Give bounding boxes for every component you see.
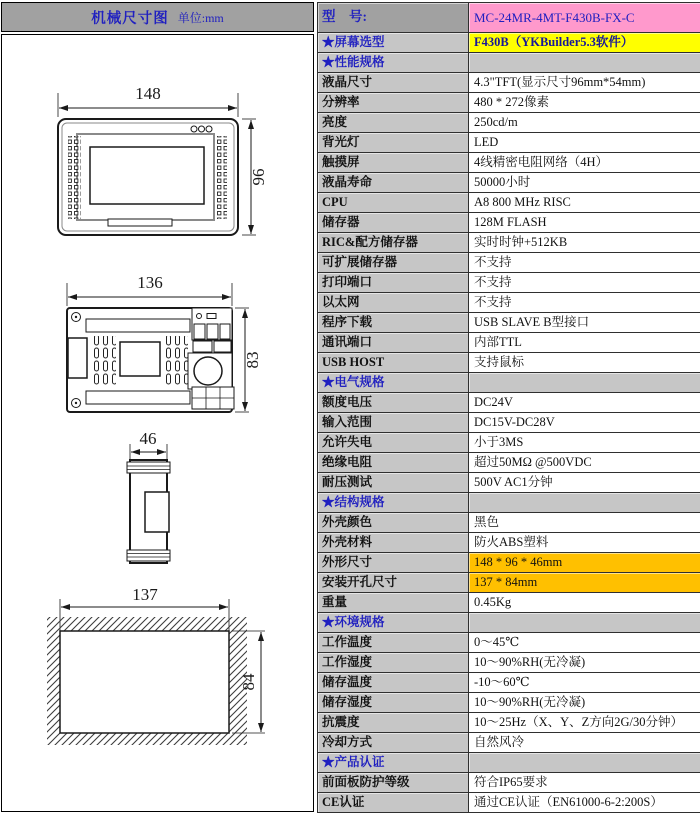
spec-row (318, 633, 700, 653)
spec-label-cell: 重量 (318, 593, 469, 613)
spec-label-cell: ★产品认证 (318, 753, 469, 773)
spec-label-cell: 通讯端口 (318, 333, 469, 353)
spec-value-cell: USB SLAVE B型接口 (469, 313, 700, 333)
spec-row (318, 513, 700, 533)
spec-label-cell: 液晶寿命 (318, 173, 469, 193)
spec-label-cell: 型 号: (318, 3, 469, 33)
spec-row (318, 193, 700, 213)
cutout-width-dim: 137 (132, 585, 158, 604)
side-width-dim: 46 (140, 429, 157, 448)
spec-row (318, 273, 700, 293)
dimension-drawings (1, 34, 314, 812)
spec-row (318, 453, 700, 473)
spec-row (318, 393, 700, 413)
front-view-drawing (58, 84, 268, 235)
spec-row (318, 73, 700, 93)
side-view-drawing (127, 429, 170, 563)
spec-label-cell: 前面板防护等级 (318, 773, 469, 793)
spec-value-cell: 超过50MΩ @500VDC (469, 453, 700, 473)
spec-row (318, 153, 700, 173)
spec-row (318, 33, 700, 53)
spec-label-cell: 工作温度 (318, 633, 469, 653)
spec-label-cell: 液晶尺寸 (318, 73, 469, 93)
spec-row (318, 373, 700, 393)
spec-value-cell: 4.3"TFT(显示尺寸96mm*54mm) (469, 73, 700, 93)
spec-label-cell: 打印端口 (318, 273, 469, 293)
spec-row (318, 713, 700, 733)
spec-value-cell: 10～90%RH(无冷凝) (469, 693, 700, 713)
spec-label-cell: 程序下载 (318, 313, 469, 333)
mechanical-dimensions-panel (1, 2, 314, 812)
spec-label-cell: 抗震度 (318, 713, 469, 733)
spec-label-cell: 工作湿度 (318, 653, 469, 673)
spec-value-cell: F430B（YKBuilder5.3软件） (469, 33, 700, 53)
spec-value-cell (469, 493, 700, 513)
spec-value-cell: 实时时钟+512KB (469, 233, 700, 253)
spec-row (318, 753, 700, 773)
spec-label-cell: 额度电压 (318, 393, 469, 413)
spec-row (318, 473, 700, 493)
spec-row (318, 293, 700, 313)
spec-value-cell: 内部TTL (469, 333, 700, 353)
spec-value-cell: 不支持 (469, 253, 700, 273)
spec-row (318, 233, 700, 253)
spec-label-cell: 储存器 (318, 213, 469, 233)
spec-label-cell: 允许失电 (318, 433, 469, 453)
spec-value-cell: MC-24MR-4MT-F430B-FX-C (469, 3, 700, 33)
cutout-height-dim: 84 (239, 673, 258, 691)
spec-value-cell: 10～25Hz（X、Y、Z方向2G/30分钟） (469, 713, 700, 733)
spec-row (318, 673, 700, 693)
spec-value-cell: 0.45Kg (469, 593, 700, 613)
front-width-dim: 148 (135, 84, 161, 103)
spec-value-cell (469, 613, 700, 633)
spec-row (318, 433, 700, 453)
spec-label-cell: CPU (318, 193, 469, 213)
spec-row (318, 553, 700, 573)
spec-label-cell: ★性能规格 (318, 53, 469, 73)
spec-value-cell: LED (469, 133, 700, 153)
spec-value-cell: DC24V (469, 393, 700, 413)
spec-label-cell: 输入范围 (318, 413, 469, 433)
unit-label: 单位:mm (178, 9, 224, 26)
spec-value-cell: 50000小时 (469, 173, 700, 193)
spec-value-cell: -10～60℃ (469, 673, 700, 693)
spec-value-cell: 不支持 (469, 293, 700, 313)
spec-label-cell: 以太网 (318, 293, 469, 313)
spec-row (318, 693, 700, 713)
front-height-dim: 96 (249, 169, 268, 186)
spec-value-cell: 128M FLASH (469, 213, 700, 233)
spec-value-cell: DC15V-DC28V (469, 413, 700, 433)
spec-row (318, 533, 700, 553)
spec-label-cell: 绝缘电阻 (318, 453, 469, 473)
spec-value-cell: 支持鼠标 (469, 353, 700, 373)
spec-row (318, 3, 700, 33)
spec-label-cell: 安装开孔尺寸 (318, 573, 469, 593)
spec-label-cell: 可扩展储存器 (318, 253, 469, 273)
spec-row (318, 493, 700, 513)
spec-row (318, 353, 700, 373)
spec-value-cell: 小于3MS (469, 433, 700, 453)
spec-value-cell: 10～90%RH(无冷凝) (469, 653, 700, 673)
panel-header (1, 2, 314, 32)
spec-row (318, 413, 700, 433)
spec-value-cell: 黑色 (469, 513, 700, 533)
spec-row (318, 793, 700, 813)
spec-value-cell: 防火ABS塑料 (469, 533, 700, 553)
dimension-drawings-svg (2, 35, 313, 811)
spec-row (318, 733, 700, 753)
spec-value-cell (469, 53, 700, 73)
spec-row (318, 173, 700, 193)
spec-value-cell: 0～45℃ (469, 633, 700, 653)
spec-row (318, 773, 700, 793)
spec-label-cell: ★结构规格 (318, 493, 469, 513)
spec-label-cell: 冷却方式 (318, 733, 469, 753)
spec-label-cell: 分辨率 (318, 93, 469, 113)
spec-row (318, 133, 700, 153)
spec-value-cell: 500V AC1分钟 (469, 473, 700, 493)
spec-value-cell (469, 753, 700, 773)
specification-panel (317, 2, 700, 813)
spec-value-cell: 4线精密电阻网络（4H） (469, 153, 700, 173)
panel-title: 机械尺寸图 (91, 7, 169, 28)
spec-label-cell: USB HOST (318, 353, 469, 373)
rear-width-dim: 136 (137, 273, 163, 292)
spec-value-cell: 137 * 84mm (469, 573, 700, 593)
spec-value-cell: 自然风冷 (469, 733, 700, 753)
spec-value-cell: 250cd/m (469, 113, 700, 133)
spec-row (318, 213, 700, 233)
spec-value-cell: 符合IP65要求 (469, 773, 700, 793)
spec-row (318, 613, 700, 633)
cutout-drawing (47, 585, 265, 745)
spec-value-cell: 通过CE认证（EN61000-6-2:200S） (469, 793, 700, 813)
spec-label-cell: ★屏幕选型 (318, 33, 469, 53)
spec-row (318, 93, 700, 113)
spec-value-cell: A8 800 MHz RISC (469, 193, 700, 213)
spec-label-cell: RIC&配方储存器 (318, 233, 469, 253)
spec-label-cell: 亮度 (318, 113, 469, 133)
spec-label-cell: 外壳材料 (318, 533, 469, 553)
spec-row (318, 333, 700, 353)
spec-value-cell: 不支持 (469, 273, 700, 293)
spec-table (317, 2, 700, 813)
spec-label-cell: 外形尺寸 (318, 553, 469, 573)
spec-label-cell: 外壳颜色 (318, 513, 469, 533)
spec-row (318, 53, 700, 73)
spec-value-cell (469, 373, 700, 393)
spec-label-cell: 背光灯 (318, 133, 469, 153)
spec-value-cell: 480 * 272像素 (469, 93, 700, 113)
spec-label-cell: 储存湿度 (318, 693, 469, 713)
spec-label-cell: 耐压测试 (318, 473, 469, 493)
spec-label-cell: 触摸屏 (318, 153, 469, 173)
spec-label-cell: ★环境规格 (318, 613, 469, 633)
spec-label-cell: ★电气规格 (318, 373, 469, 393)
spec-label-cell: 储存温度 (318, 673, 469, 693)
spec-value-cell: 148 * 96 * 46mm (469, 553, 700, 573)
spec-label-cell: CE认证 (318, 793, 469, 813)
spec-row (318, 593, 700, 613)
spec-row (318, 653, 700, 673)
spec-row (318, 573, 700, 593)
rear-height-dim: 83 (243, 352, 262, 369)
rear-view-drawing (67, 273, 262, 412)
spec-row (318, 113, 700, 133)
spec-row (318, 253, 700, 273)
spec-row (318, 313, 700, 333)
